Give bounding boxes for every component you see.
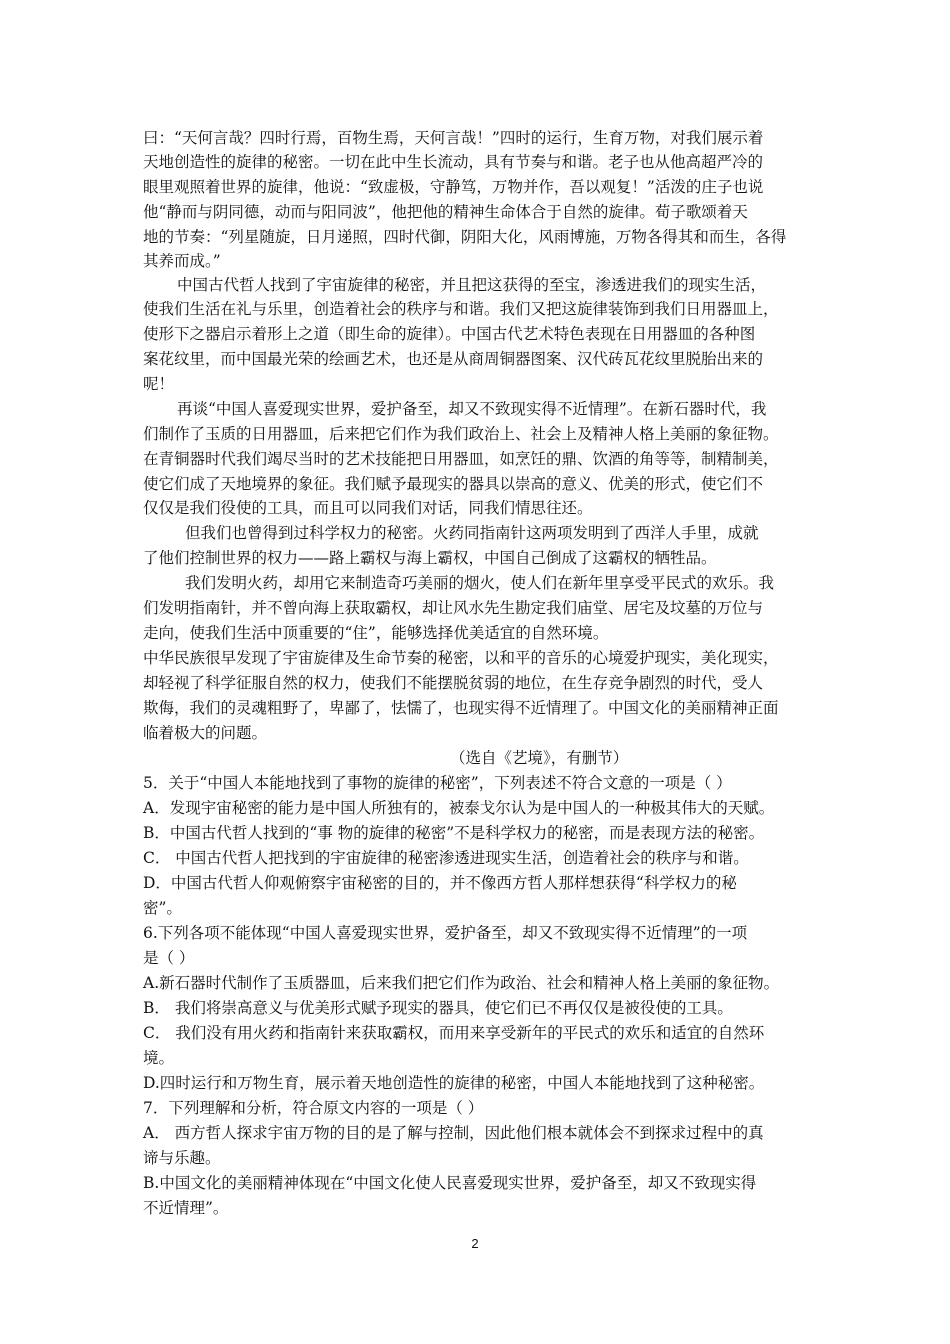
question-6-option-a: A.新石器时代制作了玉质器皿，后来我们把它们作为政治、社会和精神人格上美丽的象征物。 — [143, 974, 780, 992]
passage-line: 中国古代哲人找到了宇宙旋律的秘密，并且把这获得的至宝，渗透进我们的现实生活， — [177, 276, 767, 294]
passage-line: 但我们也曾得到过科学权力的秘密。火药同指南针这两项发明到了西洋人手里，成就 — [185, 524, 759, 542]
question-7-stem: 7．下列理解和分析，符合原文内容的一项是（ ） — [143, 1099, 484, 1117]
passage-line: 使形下之器启示着形上之道（即生命的旋律）。中国古代艺术特色表现在日用器皿的各种图 — [143, 325, 756, 343]
question-6-option-d: D.四时运行和万物生育，展示着天地创造性的旋律的秘密，中国人本能地找到了这种秘密。 — [143, 1074, 765, 1092]
passage-line: 我们发明火药，却用它来制造奇巧美丽的烟火，使人们在新年里享受平民式的欢乐。我 — [185, 574, 775, 592]
passage-line: 他“静而与阴同德，动而与阳同波”，他把他的精神生命体合于自然的旋律。荀子歌颂着天 — [143, 203, 748, 221]
passage-line: 地的节奏：“列星随旋，日月递照，四时代御，阴阳大化，风雨博施，万物各得其和而生，各得 — [143, 228, 787, 246]
question-6-option-c: C． 我们没有用火药和指南针来获取霸权，而用来享受新年的平民式的欢乐和适宜的自然环 — [143, 1024, 765, 1042]
question-7-option-b-cont: 不近情理”。 — [143, 1199, 229, 1217]
question-6-stem-cont: 是（ ） — [143, 949, 195, 967]
question-5-option-d: D．中国古代哲人仰观俯察宇宙秘密的目的，并不像西方哲人那样想获得“科学权力的秘 — [143, 874, 737, 892]
question-5-option-d-cont: 密”。 — [143, 899, 182, 917]
passage-line: 了他们控制世界的权力——路上霸权与海上霸权，中国自己倒成了这霸权的牺牲品。 — [143, 549, 717, 567]
passage-line: 曰：“天何言哉？四时行焉，百物生焉，天何言哉！”四时的运行，生育万物，对我们展示着 — [143, 129, 764, 147]
passage-line: 眼里观照着世界的旋律，他说：“致虚极，守静笃，万物并作，吾以观复！”活泼的庄子也说 — [143, 178, 764, 196]
passage-line: 们制作了玉质的日用器皿，后来把它们作为我们政治上、社会上及精神人格上美丽的象征物。 — [143, 425, 779, 443]
question-6-option-b: B． 我们将崇高意义与优美形式赋予现实的器具，使它们已不再仅仅是被役使的工具。 — [143, 999, 733, 1017]
passage-line: 走向，使我们生活中顶重要的“住”，能够选择优美适宜的自然环境。 — [143, 624, 609, 642]
page-number: 2 — [471, 1236, 479, 1251]
passage-line: 天地创造性的旋律的秘密。一切在此中生长流动，具有节奏与和谐。老子也从他高超严冷的 — [143, 153, 764, 171]
question-5-option-b: B．中国古代哲人找到的“事 物的旋律的秘密”不是科学权力的秘密，而是表现方法的秘密。 — [143, 824, 765, 842]
question-5-option-a: A．发现宇宙秘密的能力是中国人所独有的，被泰戈尔认为是中国人的一种极其伟大的天赋。 — [143, 799, 775, 817]
passage-line: 却轻视了科学征服自然的权力，使我们不能摆脱贫弱的地位，在生存竞争剧烈的时代，受人 — [143, 674, 764, 692]
question-7-option-a: A． 西方哲人探求宇宙万物的目的是了解与控制，因此他们根本就体会不到探求过程中的真 — [143, 1124, 764, 1142]
question-6-stem: 6.下列各项不能体现“中国人喜爱现实世界，爱护备至，却又不致现实得不近情理”的一项 — [143, 924, 748, 942]
passage-line: 案花纹里，而中国最光荣的绘画艺术，也还是从商周铜器图案、汉代砖瓦花纹里脱胎出来的 — [143, 350, 764, 368]
passage-line: 呢！ — [143, 375, 175, 393]
passage-line: 们发明指南针，并不曾向海上获取霸权，却让风水先生勘定我们庙堂、居宅及坟墓的万位与 — [143, 599, 764, 617]
passage-line: 再谈“中国人喜爱现实世界，爱护备至，却又不致现实得不近情理”。在新石器时代，我 — [177, 400, 767, 418]
passage-line: 中华民族很早发现了宇宙旋律及生命节奏的秘密，以和平的音乐的心境爱护现实，美化现实， — [143, 649, 779, 667]
passage-line: 欺侮，我们的灵魂粗野了，卑鄙了，怯懦了，也现实得不近情理了。中国文化的美丽精神正面 — [143, 699, 779, 717]
passage-line: 仅仅是我们役使的工具，而且可以同我们对话，同我们情思往还。 — [143, 499, 593, 517]
question-6-option-c-cont: 境。 — [143, 1049, 175, 1067]
question-7-option-b: B.中国文化的美丽精神体现在“中国文化使人民喜爱现实世界，爱护备至，却又不致现实得 — [143, 1174, 757, 1192]
question-5-option-c: C． 中国古代哲人把找到的宇宙旋律的秘密渗透进现实生活，创造着社会的秩序与和谐。 — [143, 849, 749, 867]
passage-line: 使它们成了天地境界的象征。我们赋予最现实的器具以崇高的意义、优美的形式，使它们不 — [143, 475, 764, 493]
passage-line: 在青铜器时代我们竭尽当时的艺术技能把日用器皿，如烹饪的鼎、饮酒的角等等，制精制美， — [143, 450, 779, 468]
passage-line: 临着极大的问题。 — [143, 724, 268, 742]
question-7-option-a-cont: 谛与乐趣。 — [143, 1149, 221, 1167]
question-5-stem: 5．关于“中国人本能地找到了事物的旋律的秘密”，下列表述不符合文意的一项是（ ） — [143, 774, 732, 792]
passage-line: 其养而成。” — [143, 252, 221, 270]
source-citation: （选自《艺境》，有删节） — [450, 749, 629, 767]
passage-line: 使我们生活在礼与乐里，创造着社会的秩序与和谐。我们又把这旋律装饰到我们日用器皿上， — [143, 300, 779, 318]
